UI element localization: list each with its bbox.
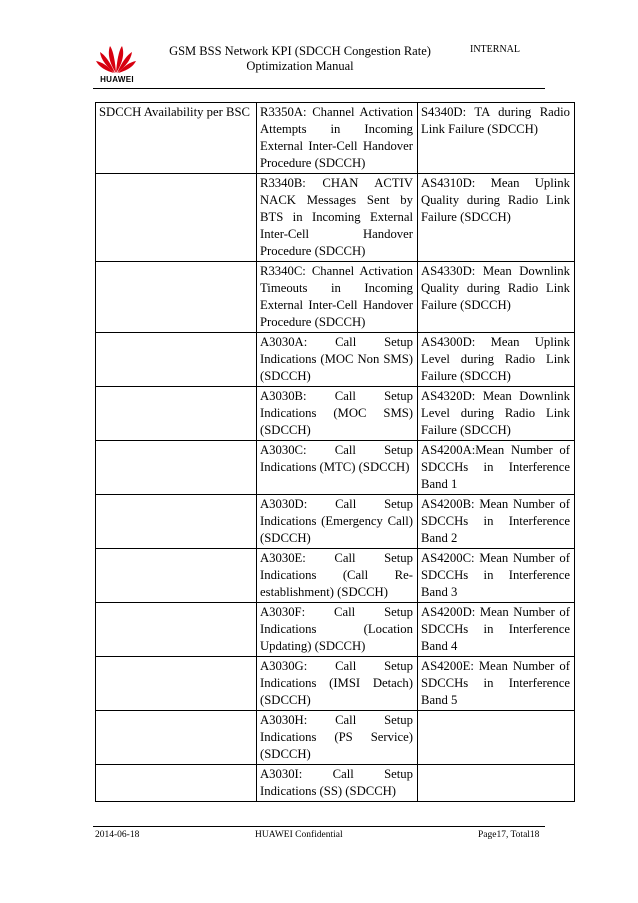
table-cell: A3030B: Call Setup Indications (MOC SMS) (SDCCH) xyxy=(257,387,418,441)
table-cell xyxy=(96,441,257,495)
table-cell: A3030I: Call Setup Indications (SS) (SDCCH) xyxy=(257,765,418,802)
table-row xyxy=(96,174,575,262)
table-row xyxy=(96,387,575,441)
table-row xyxy=(96,441,575,495)
footer-divider xyxy=(93,826,545,827)
table-cell: AS4200C: Mean Number of SDCCHs in Interference Band 3 xyxy=(418,549,575,603)
title-line-2: Optimization Manual xyxy=(246,59,354,73)
table-cell: A3030E: Call Setup Indications (Call Re-establishment) (SDCCH) xyxy=(257,549,418,603)
footer-confidential: HUAWEI Confidential xyxy=(255,830,343,840)
table-cell xyxy=(418,711,575,765)
table-cell xyxy=(96,333,257,387)
table-cell xyxy=(418,765,575,802)
table-cell xyxy=(96,262,257,333)
classification-label: INTERNAL xyxy=(470,44,520,55)
table-cell xyxy=(96,387,257,441)
table-row xyxy=(96,603,575,657)
kpi-table-body xyxy=(96,103,575,802)
logo-wordmark: HUAWEI xyxy=(100,75,134,84)
footer-date: 2014-06-18 xyxy=(95,830,140,840)
footer-page-number: Page17, Total18 xyxy=(478,830,540,840)
table-cell: AS4330D: Mean Downlink Quality during Radio Link Failure (SDCCH) xyxy=(418,262,575,333)
table-row xyxy=(96,495,575,549)
header-divider xyxy=(93,88,545,89)
table-row xyxy=(96,262,575,333)
table-cell xyxy=(96,711,257,765)
table-cell: AS4200A:Mean Number of SDCCHs in Interference Band 1 xyxy=(418,441,575,495)
table-row xyxy=(96,711,575,765)
table-cell: S4340D: TA during Radio Link Failure (SDCCH) xyxy=(418,103,575,174)
table-cell: AS4200E: Mean Number of SDCCHs in Interference Band 5 xyxy=(418,657,575,711)
table-cell: AS4200D: Mean Number of SDCCHs in Interference Band 4 xyxy=(418,603,575,657)
table-cell: R3350A: Channel Activation Attempts in Incoming External Inter-Cell Handover Procedure (SDCCH) xyxy=(257,103,418,174)
table-cell xyxy=(96,495,257,549)
table-cell: R3340B: CHAN ACTIV NACK Messages Sent by BTS in Incoming External Inter-Cell Handover Procedure (SDCCH) xyxy=(257,174,418,262)
table-cell: AS4310D: Mean Uplink Quality during Radio Link Failure (SDCCH) xyxy=(418,174,575,262)
title-line-1: GSM BSS Network KPI (SDCCH Congestion Rate) xyxy=(169,44,431,58)
table-cell: A3030G: Call Setup Indications (IMSI Detach) (SDCCH) xyxy=(257,657,418,711)
table-row xyxy=(96,765,575,802)
table-cell: R3340C: Channel Activation Timeouts in Incoming External Inter-Cell Handover Procedure (SDCCH) xyxy=(257,262,418,333)
table-cell xyxy=(96,657,257,711)
table-cell: AS4300D: Mean Uplink Level during Radio Link Failure (SDCCH) xyxy=(418,333,575,387)
table-row xyxy=(96,549,575,603)
kpi-table xyxy=(95,102,575,802)
table-cell: SDCCH Availability per BSC xyxy=(96,103,257,174)
table-cell: A3030F: Call Setup Indications (Location Updating) (SDCCH) xyxy=(257,603,418,657)
table-cell: A3030D: Call Setup Indications (Emergency Call) (SDCCH) xyxy=(257,495,418,549)
table-row xyxy=(96,333,575,387)
table-cell xyxy=(96,603,257,657)
table-cell: A3030H: Call Setup Indications (PS Service) (SDCCH) xyxy=(257,711,418,765)
table-cell xyxy=(96,174,257,262)
table-row xyxy=(96,657,575,711)
table-cell xyxy=(96,765,257,802)
table-cell: A3030C: Call Setup Indications (MTC) (SDCCH) xyxy=(257,441,418,495)
table-cell xyxy=(96,549,257,603)
table-cell: AS4320D: Mean Downlink Level during Radio Link Failure (SDCCH) xyxy=(418,387,575,441)
document-title xyxy=(150,44,450,74)
table-row xyxy=(96,103,575,174)
table-cell: AS4200B: Mean Number of SDCCHs in Interference Band 2 xyxy=(418,495,575,549)
table-cell: A3030A: Call Setup Indications (MOC Non SMS) (SDCCH) xyxy=(257,333,418,387)
